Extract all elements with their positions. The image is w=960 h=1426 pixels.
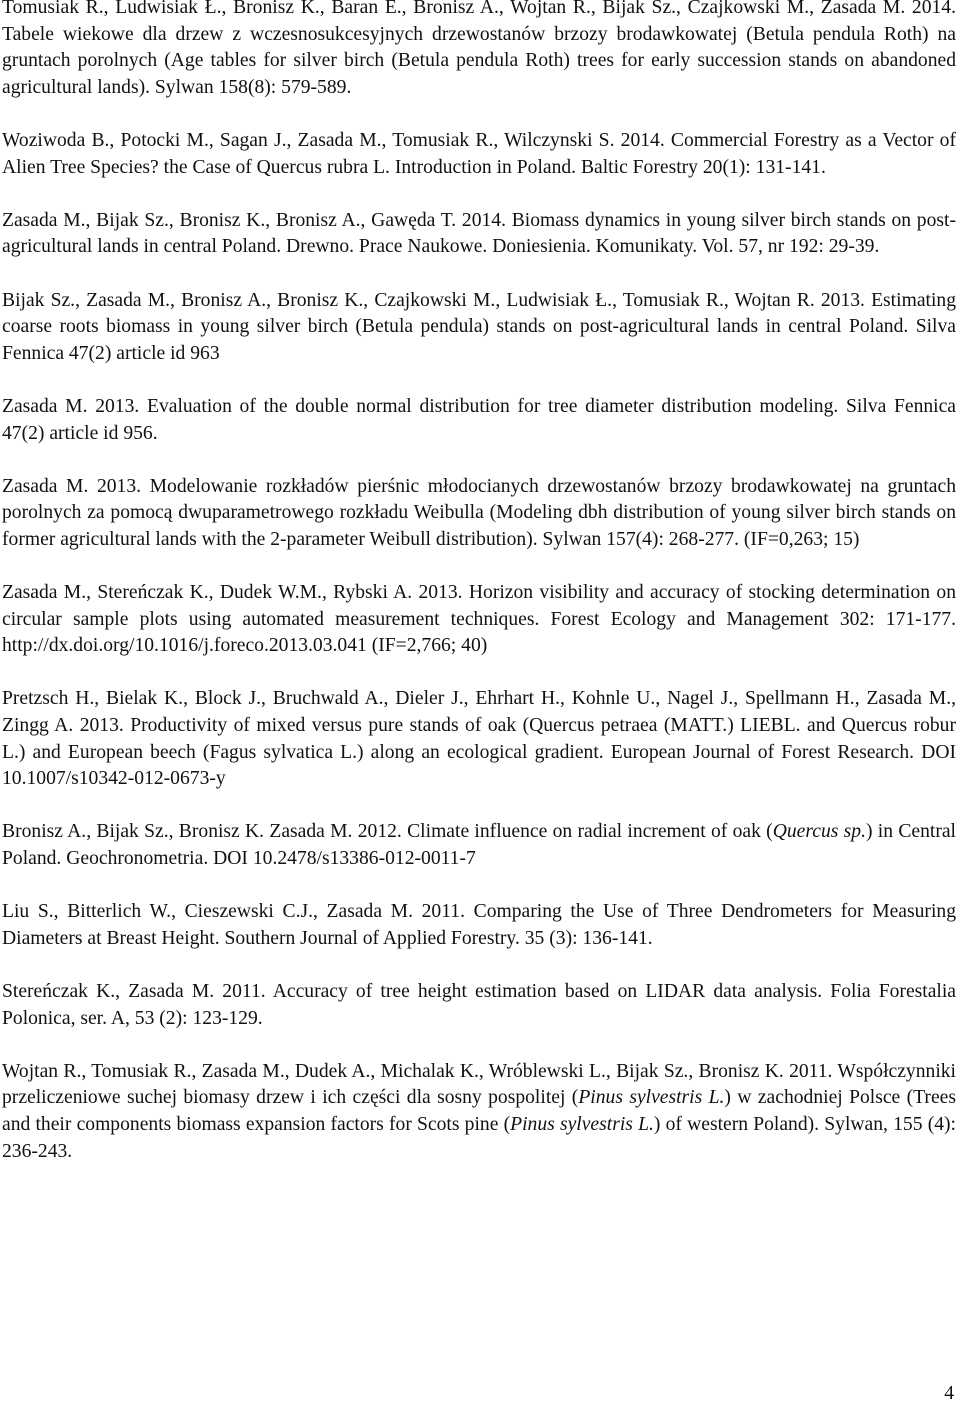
reference-text: Stereńczak K., Zasada M. 2011. Accuracy of tree height estimation based on LIDAR data analysis. Folia Forestalia Polonica, ser. A, 53 (2): 123-129.	[2, 980, 956, 1029]
reference-entry	[2, 1059, 956, 1165]
reference-text: Zasada M., Stereńczak K., Dudek W.M., Rybski A. 2013. Horizon visibility and accuracy of stocking determination on circular sample plots using automated measurement techniques. Forest Ecology and Management 302: 171-177. http://dx.doi.org/10.1016/j.foreco.2013.03.041 (IF=2,766; 40)	[2, 582, 956, 657]
reference-text: Woziwoda B., Potocki M., Sagan J., Zasada M., Tomusiak R., Wilczynski S. 2014. Commercial Forestry as a Vector of Alien Tree Species? the Case of Quercus rubra L. Introduction in Poland. Baltic Forestry 20(1): 131-141.	[2, 129, 956, 178]
reference-italic-text: Pinus sylvestris L.	[510, 1113, 654, 1135]
reference-text: Liu S., Bitterlich W., Cieszewski C.J., Zasada M. 2011. Comparing the Use of Three Dendrometers for Measuring Diameters at Breast Height. Southern Journal of Applied Forestry. 35 (3): 136-141.	[2, 901, 956, 949]
document-page	[2, 0, 956, 1165]
reference-italic-text: Pinus sylvestris L.	[578, 1087, 725, 1109]
reference-text: ) in Central Poland. Geochronometria. DOI 10.2478/s13386-012-0011-7	[2, 821, 956, 869]
reference-text: Zasada M., Bijak Sz., Bronisz K., Bronisz A., Gawęda T. 2014. Biomass dynamics in young silver birch stands on post-agricultural lands in central Poland. Drewno. Prace Naukowe. Doniesienia. Komunikaty. Vol. 57, nr 192: 29-39.	[2, 209, 956, 258]
reference-text: Tomusiak R., Ludwisiak Ł., Bronisz K., Baran E., Bronisz A., Wojtan R., Bijak Sz., Czajkowski M., Zasada M. 2014. Tabele wiekowe dla drzew z wczesnosukcesyjnych drzewostanów brzozy brodawkowatej (Betula pendula Roth) na gruntach porolnych (Age tables for silver birch (Betula pendula Roth) trees for early succession stands on abandoned agricultural lands). Sylwan 158(8): 579-589.	[2, 0, 956, 98]
reference-entry	[2, 0, 956, 101]
reference-entry	[2, 288, 956, 368]
page-number: 4	[944, 1383, 954, 1404]
reference-entry	[2, 474, 956, 554]
reference-text: Bronisz A., Bijak Sz., Bronisz K. Zasada M. 2012. Climate influence on radial increment of oak (	[2, 821, 773, 843]
reference-text: Zasada M. 2013. Modelowanie rozkładów pierśnic młodocianych drzewostanów brzozy brodawkowatej na gruntach porolnych za pomocą dwuparametrowego rozkładu Weibulla (Modeling dbh distribution of young silver birch stands on former agricultural lands with the 2-parameter Weibull distribution). Sylwan 157(4): 268-277. (IF=0,263; 15)	[2, 475, 956, 550]
reference-entry	[2, 128, 956, 181]
reference-text: Zasada M. 2013. Evaluation of the double normal distribution for tree diameter distribution modeling. Silva Fennica 47(2) article id 956.	[2, 395, 956, 444]
reference-entry	[2, 686, 956, 792]
reference-entry	[2, 819, 956, 872]
reference-entry	[2, 394, 956, 447]
reference-entry	[2, 208, 956, 261]
reference-text: ) w zachodniej Polsce (Trees and their components biomass expansion factors for Scots pine (	[2, 1087, 956, 1135]
reference-text: Bijak Sz., Zasada M., Bronisz A., Bronisz K., Czajkowski M., Ludwisiak Ł., Tomusiak R., Wojtan R. 2013. Estimating coarse roots biomass in young silver birch (Betula pendula) stands on post-agricultural lands in central Poland. Silva Fennica 47(2) article id 963	[2, 289, 956, 364]
reference-entry	[2, 580, 956, 660]
reference-text: Pretzsch H., Bielak K., Block J., Bruchwald A., Dieler J., Ehrhart H., Kohnle U., Nagel J., Spellmann H., Zasada M., Zingg A. 2013. Productivity of mixed versus pure stands of oak (Quercus petraea (MATT.) LIEBL. and Quercus robur L.) and European beech (Fagus sylvatica L.) along an ecological gradient. European Journal of Forest Research. DOI 10.1007/s10342-012-0673-y	[2, 688, 956, 790]
reference-entry	[2, 979, 956, 1032]
reference-list	[2, 0, 956, 1165]
reference-entry	[2, 899, 956, 952]
reference-text: Wojtan R., Tomusiak R., Zasada M., Dudek A., Michalak K., Wróblewski L., Bijak Sz., Bronisz K. 2011. Współczynniki przeliczeniowe suchej biomasy drzew i ich części dla sosny pospolitej (	[2, 1060, 956, 1109]
reference-text: ) of western Poland). Sylwan, 155 (4): 236-243.	[2, 1113, 957, 1162]
reference-italic-text: Quercus sp.	[772, 821, 866, 843]
